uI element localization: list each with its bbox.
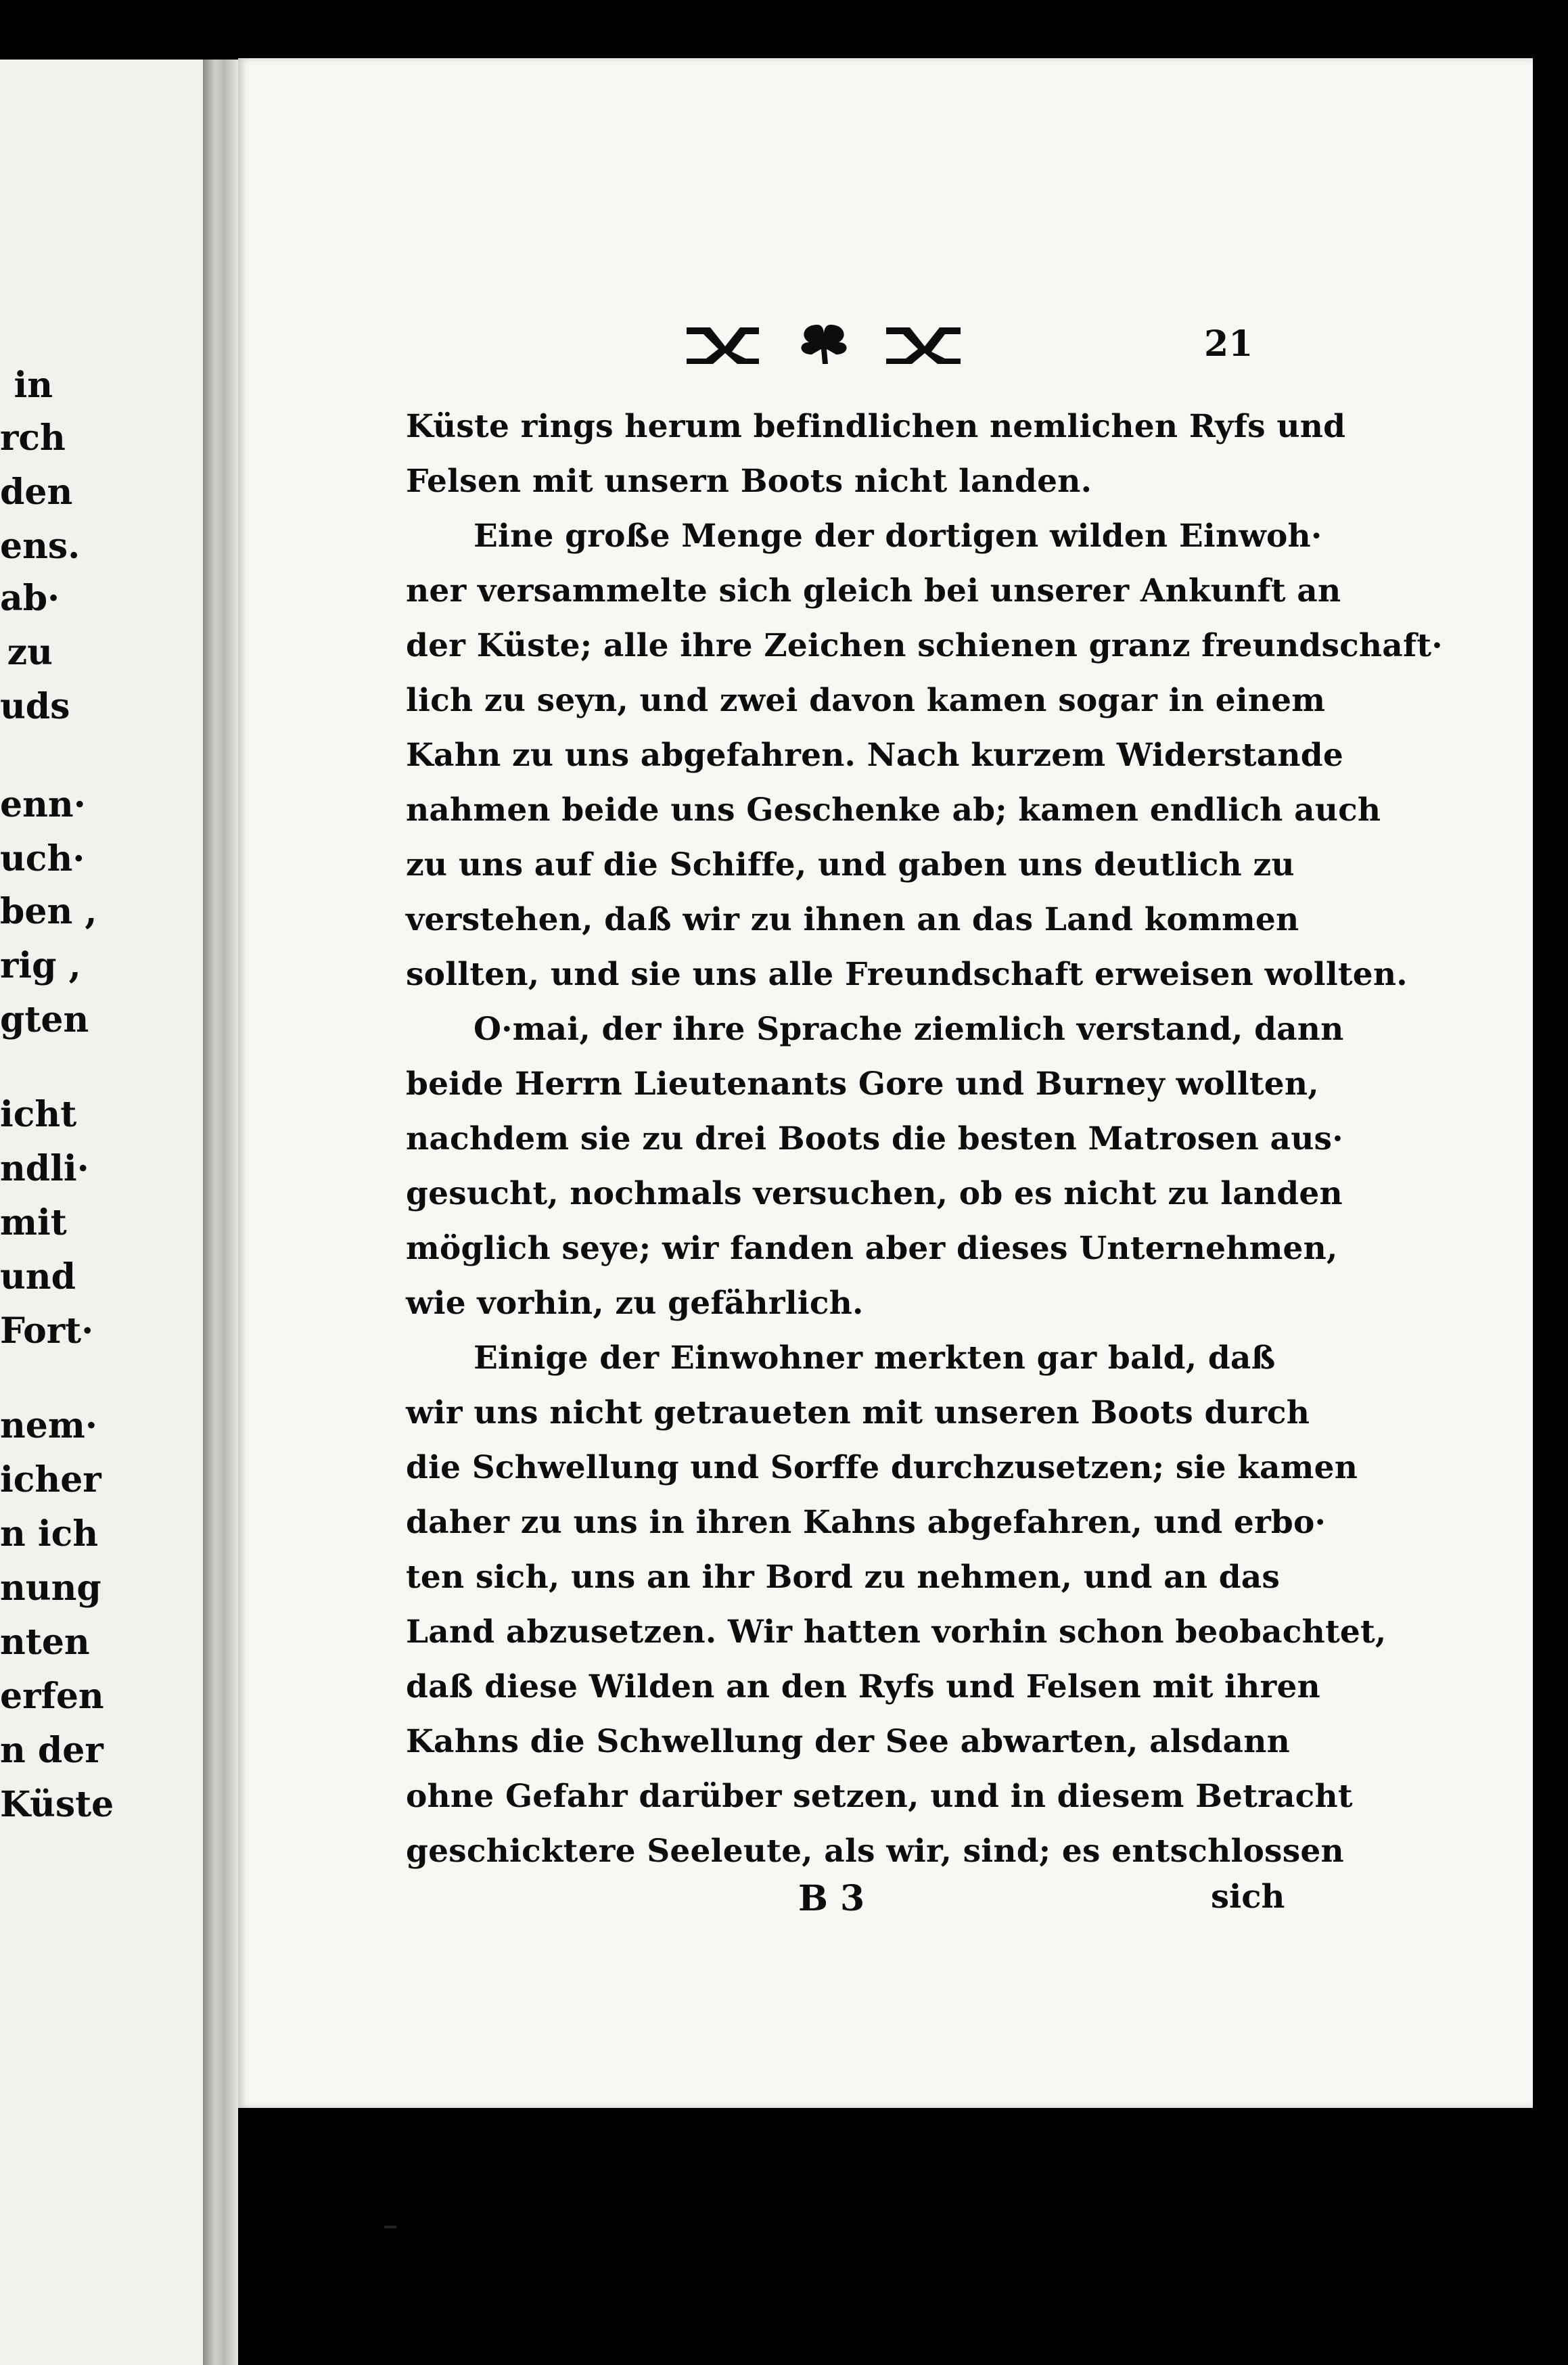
- text-line: ten sich, uns an ihr Bord zu nehmen, und an das: [406, 1559, 1281, 1596]
- left-page-fragment: uch·: [0, 838, 85, 879]
- text-line: gesucht, nochmals versuchen, ob es nicht zu landen: [406, 1175, 1343, 1212]
- text-line: ohne Gefahr darüber setzen, und in diesem Betracht: [406, 1778, 1353, 1815]
- text-line: möglich seye; wir fanden aber dieses Unternehmen,: [406, 1230, 1338, 1267]
- left-page-fragment: und: [0, 1256, 76, 1298]
- text-line: sollten, und sie uns alle Freundschaft erweisen wollten.: [406, 956, 1408, 993]
- text-line: nachdem sie zu drei Boots die besten Matrosen aus·: [406, 1120, 1343, 1157]
- left-page-fragment: den: [0, 472, 73, 513]
- left-page-fragment: ens.: [0, 526, 80, 567]
- stray-mark: [384, 2226, 396, 2228]
- left-page-fragment: nem·: [0, 1405, 98, 1446]
- text-line: Kahn zu uns abgefahren. Nach kurzem Widerstande: [406, 737, 1343, 774]
- catchword: sich: [1211, 1878, 1285, 1916]
- bottom-border: [238, 2108, 1533, 2365]
- left-page-fragment: rch: [0, 417, 66, 459]
- text-line: Felsen mit unsern Boots nicht landen.: [406, 463, 1092, 500]
- left-page-fragment: ab·: [0, 578, 60, 619]
- text-line: die Schwellung und Sorffe durchzusetzen; sie kamen: [406, 1449, 1358, 1486]
- left-page-fragment: nten: [0, 1622, 90, 1663]
- text-line: beide Herrn Lieutenants Gore und Burney wollten,: [406, 1065, 1319, 1103]
- right-border: [1533, 58, 1568, 2365]
- left-page-edge: [0, 60, 203, 2365]
- left-page-fragment: nung: [0, 1567, 101, 1609]
- text-line: der Küste; alle ihre Zeichen schienen granz freundschaft·: [406, 627, 1443, 664]
- left-page-fragment: Küste: [0, 1784, 114, 1825]
- left-page-fragment: n ich: [0, 1513, 99, 1555]
- body-text: [406, 399, 1443, 1879]
- text-line: ner versammelte sich gleich bei unserer Ankunft an: [406, 572, 1341, 610]
- text-line: geschicktere Seeleute, als wir, sind; es entschlossen: [406, 1833, 1344, 1870]
- left-page-fragment: erfen: [0, 1676, 104, 1717]
- text-line: Einige der Einwohner merkten gar bald, daß: [474, 1339, 1276, 1377]
- left-page-fragment: ndli·: [0, 1148, 89, 1189]
- left-page-fragment: mit: [0, 1202, 67, 1243]
- text-line: nahmen beide uns Geschenke ab; kamen endlich auch: [406, 791, 1381, 829]
- text-line: daher zu uns in ihren Kahns abgefahren, und erbo·: [406, 1504, 1327, 1541]
- header-ornament: [683, 319, 967, 367]
- left-page-fragment: zu: [7, 632, 53, 673]
- text-line: Kahns die Schwellung der See abwarten, alsdann: [406, 1723, 1290, 1760]
- text-line: Land abzusetzen. Wir hatten vorhin schon beobachtet,: [406, 1613, 1387, 1651]
- page-number: 21: [1204, 323, 1253, 365]
- left-page-fragments: [0, 60, 203, 2365]
- left-page-fragment: enn·: [0, 784, 86, 825]
- text-line: wie vorhin, zu gefährlich.: [406, 1285, 864, 1322]
- left-page-fragment: n der: [0, 1730, 103, 1771]
- text-line: Eine große Menge der dortigen wilden Einwoh·: [474, 518, 1322, 555]
- left-page-fragment: rig ,: [0, 945, 81, 986]
- text-line: wir uns nicht getraueten mit unseren Boots durch: [406, 1394, 1310, 1431]
- text-line: lich zu seyn, und zwei davon kamen sogar in einem: [406, 682, 1326, 719]
- left-page-fragment: icht: [0, 1094, 77, 1135]
- left-page-fragment: in: [14, 365, 53, 406]
- left-page-fragment: ben ,: [0, 891, 97, 932]
- text-line: zu uns auf die Schiffe, und gaben uns deutlich zu: [406, 846, 1295, 883]
- text-line: verstehen, daß wir zu ihnen an das Land kommen: [406, 901, 1299, 938]
- left-page-fragment: uds: [0, 686, 70, 727]
- book-gutter: [203, 60, 238, 2365]
- text-line: Küste rings herum befindlichen nemlichen Ryfs und: [406, 408, 1346, 445]
- text-line: daß diese Wilden an den Ryfs und Felsen mit ihren: [406, 1668, 1320, 1705]
- signature-mark: B 3: [798, 1878, 865, 1919]
- left-page-fragment: icher: [0, 1459, 101, 1500]
- left-page-fragment: Fort·: [0, 1310, 94, 1352]
- left-page-fragment: gten: [0, 999, 89, 1040]
- text-line: O·mai, der ihre Sprache ziemlich verstand, dann: [474, 1011, 1344, 1048]
